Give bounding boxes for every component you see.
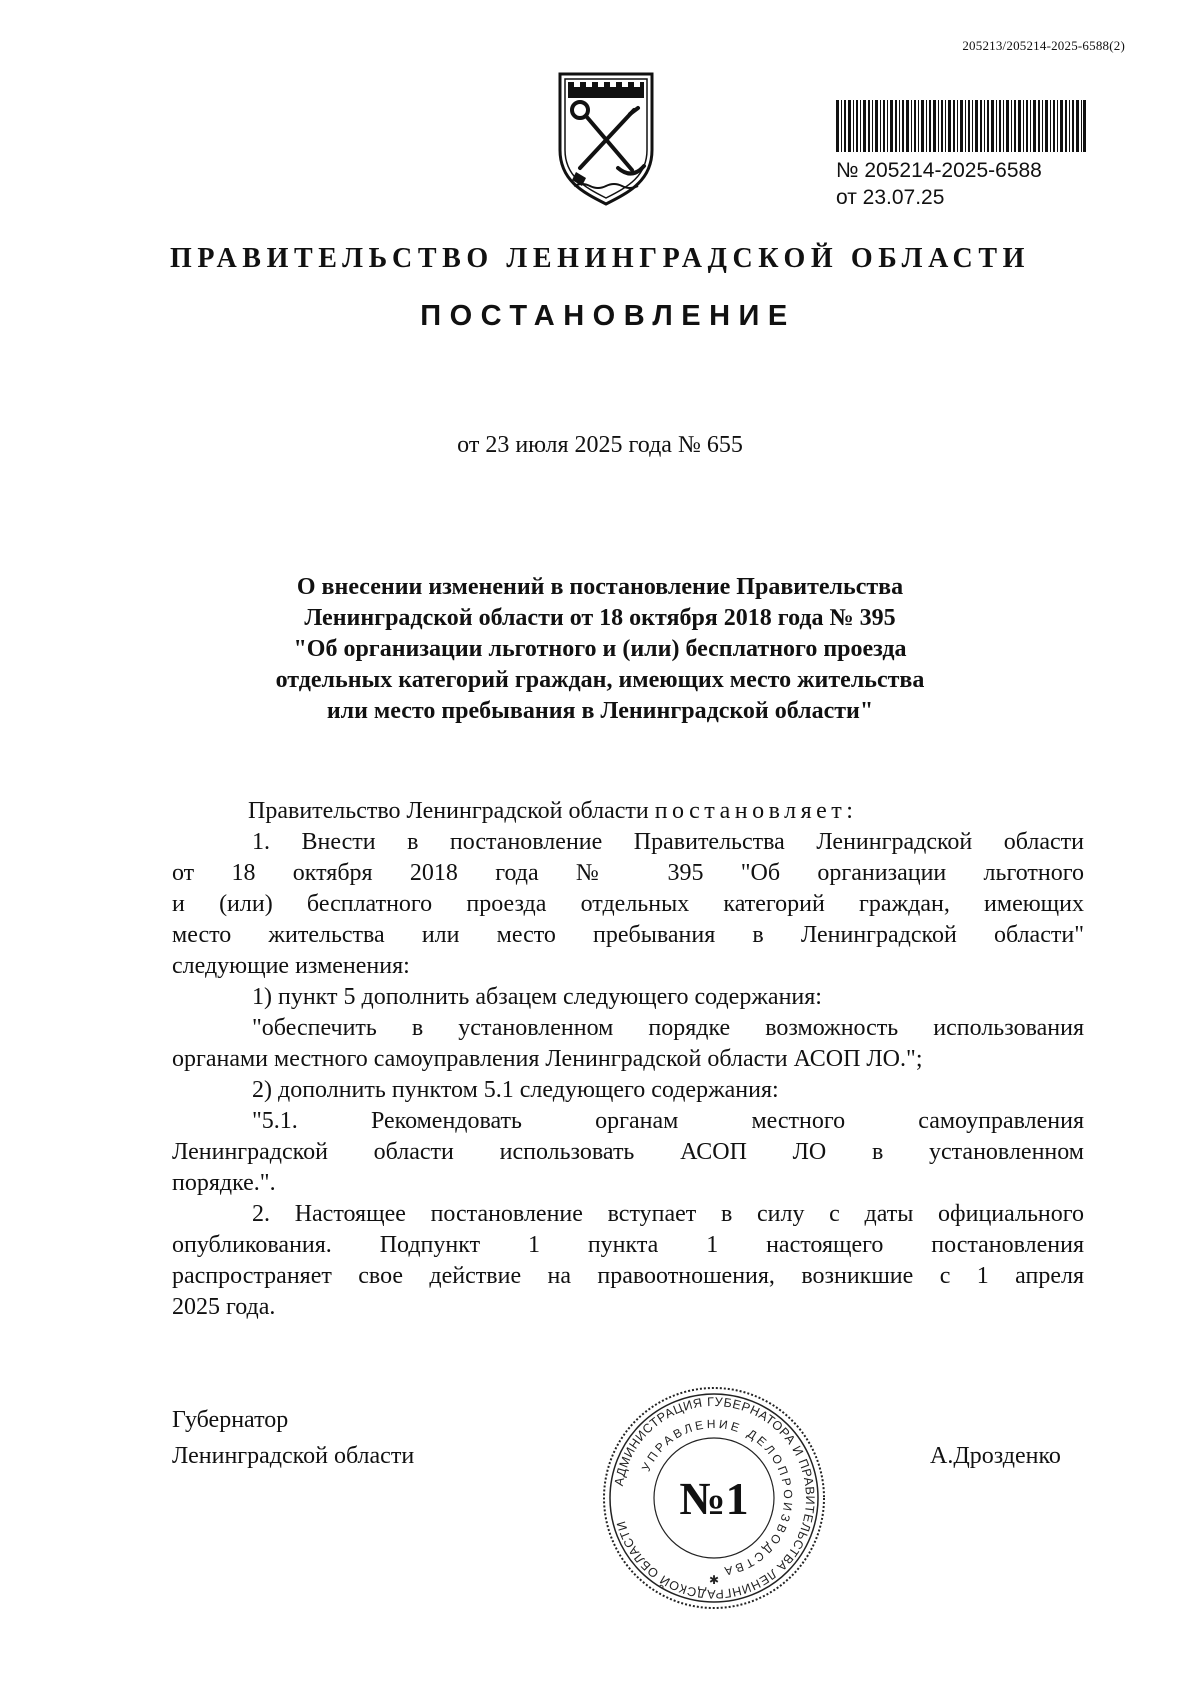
registration-block — [836, 157, 1042, 211]
barcode — [836, 100, 1086, 152]
stamp-inner-text: УПРАВЛЕНИЕ ДЕЛОПРОИЗВОДСТВА — [638, 1416, 796, 1579]
signatory-position-line: Губернатор — [172, 1407, 289, 1433]
quote-2-line: Ленинградской области использовать АСОП ЛО в установленном — [172, 1139, 1084, 1165]
paragraph-1-line: и (или) бесплатного проезда отдельных категорий граждан, имеющих — [172, 891, 1084, 917]
intro-prefix: Правительство Ленинградской области — [248, 798, 649, 824]
document-date-number: от 23 июля 2025 года № 655 — [457, 432, 743, 458]
paragraph-1-line: от 18 октября 2018 года № 395 "Об организации льготного — [172, 860, 1084, 886]
paragraph-2-line: 2. Настоящее постановление вступает в силу с даты официального — [252, 1201, 1084, 1227]
coat-of-arms-icon — [552, 68, 660, 208]
paragraph-1-line: 1. Внести в постановление Правительства Ленинградской области — [252, 829, 1084, 855]
quote-1-line: органами местного самоуправления Ленинградской области АСОП ЛО."; — [172, 1046, 923, 1072]
paragraph-1-line: место жительства или место пребывания в Ленинградской области" — [172, 922, 1084, 948]
signatory-position-line: Ленинградской области — [172, 1443, 415, 1469]
stamp-star-icon: ✱ — [708, 1573, 720, 1587]
paragraph-1-line: следующие изменения: — [172, 953, 410, 979]
signatory-position — [172, 1402, 414, 1474]
registration-date: от 23.07.25 — [836, 186, 945, 209]
official-stamp — [600, 1384, 828, 1612]
document-type: ПОСТАНОВЛЕНИЕ — [420, 300, 796, 332]
subject-line: "Об организации льготного и (или) бесплатного проезда — [293, 636, 907, 662]
subitem-2-line: 2) дополнить пунктом 5.1 следующего содержания: — [252, 1077, 779, 1103]
subject-line: О внесении изменений в постановление Правительства — [296, 574, 904, 600]
stamp-ring-text: АДМИНИСТРАЦИЯ ГУБЕРНАТОРА И ПРАВИТЕЛЬСТВА ЛЕНИНГРАДСКОЙ ОБЛАСТИ — [611, 1394, 818, 1602]
page-reference: 205213/205214-2025-6588(2) — [962, 38, 1125, 53]
subject-line: или место пребывания в Ленинградской области" — [326, 698, 874, 724]
signatory-name: А.Дрозденко — [930, 1443, 1061, 1469]
quote-2-line: "5.1. Рекомендовать органам местного самоуправления — [252, 1108, 1084, 1134]
intro-verb: постановляет: — [654, 798, 858, 824]
government-title: ПРАВИТЕЛЬСТВО ЛЕНИНГРАДСКОЙ ОБЛАСТИ — [169, 243, 1031, 274]
subject-line: Ленинградской области от 18 октября 2018 года № 395 — [304, 605, 896, 631]
quote-2-line: порядке.". — [172, 1170, 276, 1196]
subitem-1-line: 1) пункт 5 дополнить абзацем следующего содержания: — [252, 984, 822, 1010]
document-body — [172, 796, 1084, 1323]
quote-1-line: "обеспечить в установленном порядке возможность использования — [252, 1015, 1084, 1041]
subject-line: отдельных категорий граждан, имеющих место жительства — [275, 667, 925, 693]
paragraph-2-line: 2025 года. — [172, 1294, 276, 1320]
intro-line — [172, 796, 1084, 827]
paragraph-2-line: опубликования. Подпункт 1 пункта 1 настоящего постановления — [172, 1232, 1084, 1258]
paragraph-2-line: распространяет свое действие на правоотношения, возникшие с 1 апреля — [172, 1263, 1084, 1289]
document-subject — [150, 572, 1050, 727]
registration-number: № 205214-2025-6588 — [836, 159, 1042, 182]
stamp-number: №1 — [679, 1473, 749, 1524]
